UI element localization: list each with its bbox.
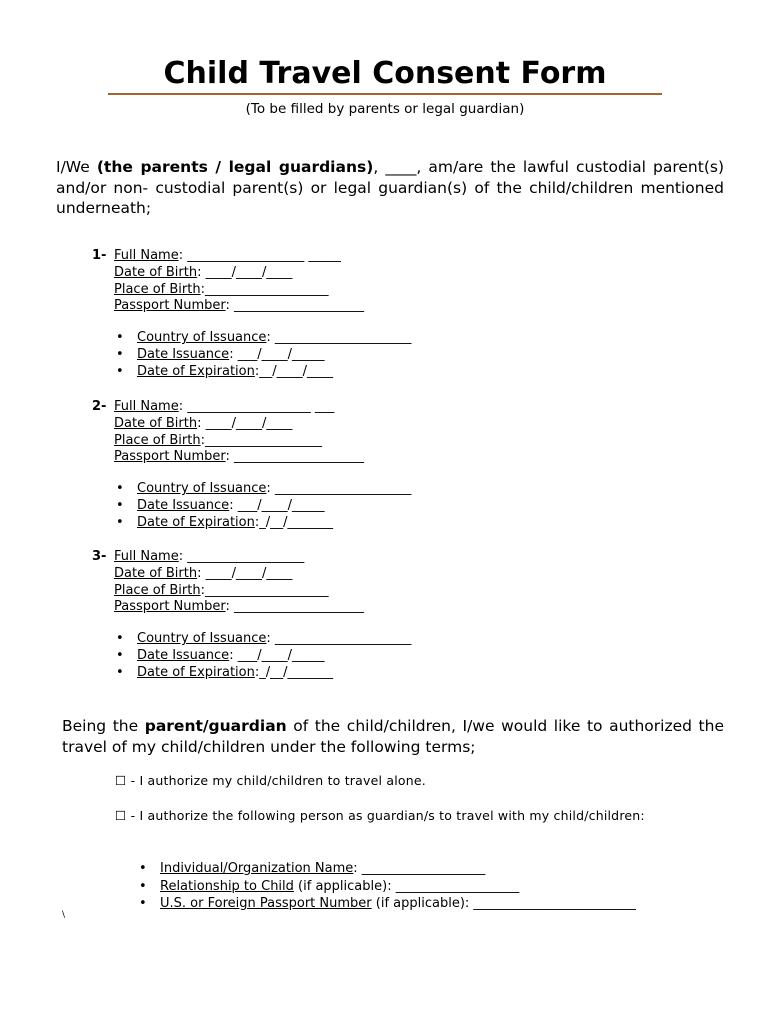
- stray-mark: \: [62, 910, 66, 920]
- terms-paragraph: [62, 716, 724, 757]
- passport-details-list: [114, 330, 411, 380]
- terms-prefix: Being the: [62, 717, 145, 735]
- child-fields: [114, 549, 364, 616]
- full-name-field[interactable]: Full Name: ___________________ ___: [114, 399, 335, 414]
- form-subtitle: (To be filled by parents or legal guardian): [245, 101, 525, 117]
- organization-name-field[interactable]: • Individual/Organization Name: ___________________: [137, 860, 636, 878]
- intro-bold: (the parents / legal guardians): [96, 158, 374, 176]
- intro-paragraph: [56, 157, 724, 219]
- intro-prefix: I/We: [56, 158, 97, 176]
- full-name-field[interactable]: Full Name: __________________ _____: [114, 248, 341, 263]
- date-issuance-field[interactable]: • Date Issuance: ___/____/_____: [114, 648, 411, 665]
- intro-suffix: , ____, am/are the lawful custodial parent(s) and/or non- custodial parent(s) or legal guardian(s) of the child/children mentioned underneath;: [56, 158, 724, 217]
- place-of-birth-field[interactable]: Place of Birth:___________________: [114, 281, 329, 297]
- child-number: 3-: [92, 549, 107, 564]
- title-divider: [108, 93, 662, 95]
- date-of-birth-field[interactable]: Date of Birth: ____/____/____: [114, 565, 293, 581]
- date-issuance-field[interactable]: • Date Issuance: ___/____/_____: [114, 347, 411, 364]
- place-of-birth-field[interactable]: Place of Birth:__________________: [114, 432, 322, 448]
- child-fields: [114, 399, 364, 466]
- date-of-expiration-field[interactable]: • Date of Expiration:__/____/____: [114, 364, 411, 381]
- date-of-birth-field[interactable]: Date of Birth: ____/____/____: [114, 415, 293, 431]
- date-of-expiration-field[interactable]: • Date of Expiration:_/__/_______: [114, 665, 411, 682]
- date-of-birth-field[interactable]: Date of Birth: ____/____/____: [114, 264, 293, 280]
- full-name-field[interactable]: Full Name: __________________: [114, 549, 305, 564]
- date-of-expiration-field[interactable]: • Date of Expiration:_/__/_______: [114, 515, 411, 532]
- passport-number-field[interactable]: Passport Number: ____________________: [114, 449, 365, 465]
- country-of-issuance-field[interactable]: • Country of Issuance: _____________________: [114, 631, 411, 648]
- terms-bold: parent/guardian: [144, 717, 287, 735]
- terms-suffix: of the child/children, I/we would like to authorized the travel of my child/children under the following terms;: [62, 717, 724, 756]
- travel-alone-checkbox[interactable]: ☐ - I authorize my child/children to travel alone.: [115, 773, 426, 788]
- guardian-passport-field[interactable]: • U.S. or Foreign Passport Number (if applicable): _________________________: [137, 895, 636, 913]
- place-of-birth-field[interactable]: Place of Birth:___________________: [114, 582, 329, 598]
- child-number: 2-: [92, 399, 107, 414]
- country-of-issuance-field[interactable]: • Country of Issuance: _____________________: [114, 330, 411, 347]
- child-fields: [114, 248, 364, 315]
- country-of-issuance-field[interactable]: • Country of Issuance: _____________________: [114, 481, 411, 498]
- child-number: 1-: [92, 248, 107, 263]
- guardian-travel-checkbox[interactable]: ☐ - I authorize the following person as guardian/s to travel with my child/children:: [115, 808, 645, 823]
- passport-number-field[interactable]: Passport Number: ____________________: [114, 599, 365, 615]
- form-title: Child Travel Consent Form: [163, 56, 607, 91]
- date-issuance-field[interactable]: • Date Issuance: ___/____/_____: [114, 498, 411, 515]
- passport-details-list: [114, 481, 411, 531]
- passport-details-list: [114, 631, 411, 681]
- relationship-field[interactable]: • Relationship to Child (if applicable): ___________________: [137, 878, 636, 896]
- guardian-details-list: [137, 860, 636, 913]
- passport-number-field[interactable]: Passport Number: ____________________: [114, 298, 365, 314]
